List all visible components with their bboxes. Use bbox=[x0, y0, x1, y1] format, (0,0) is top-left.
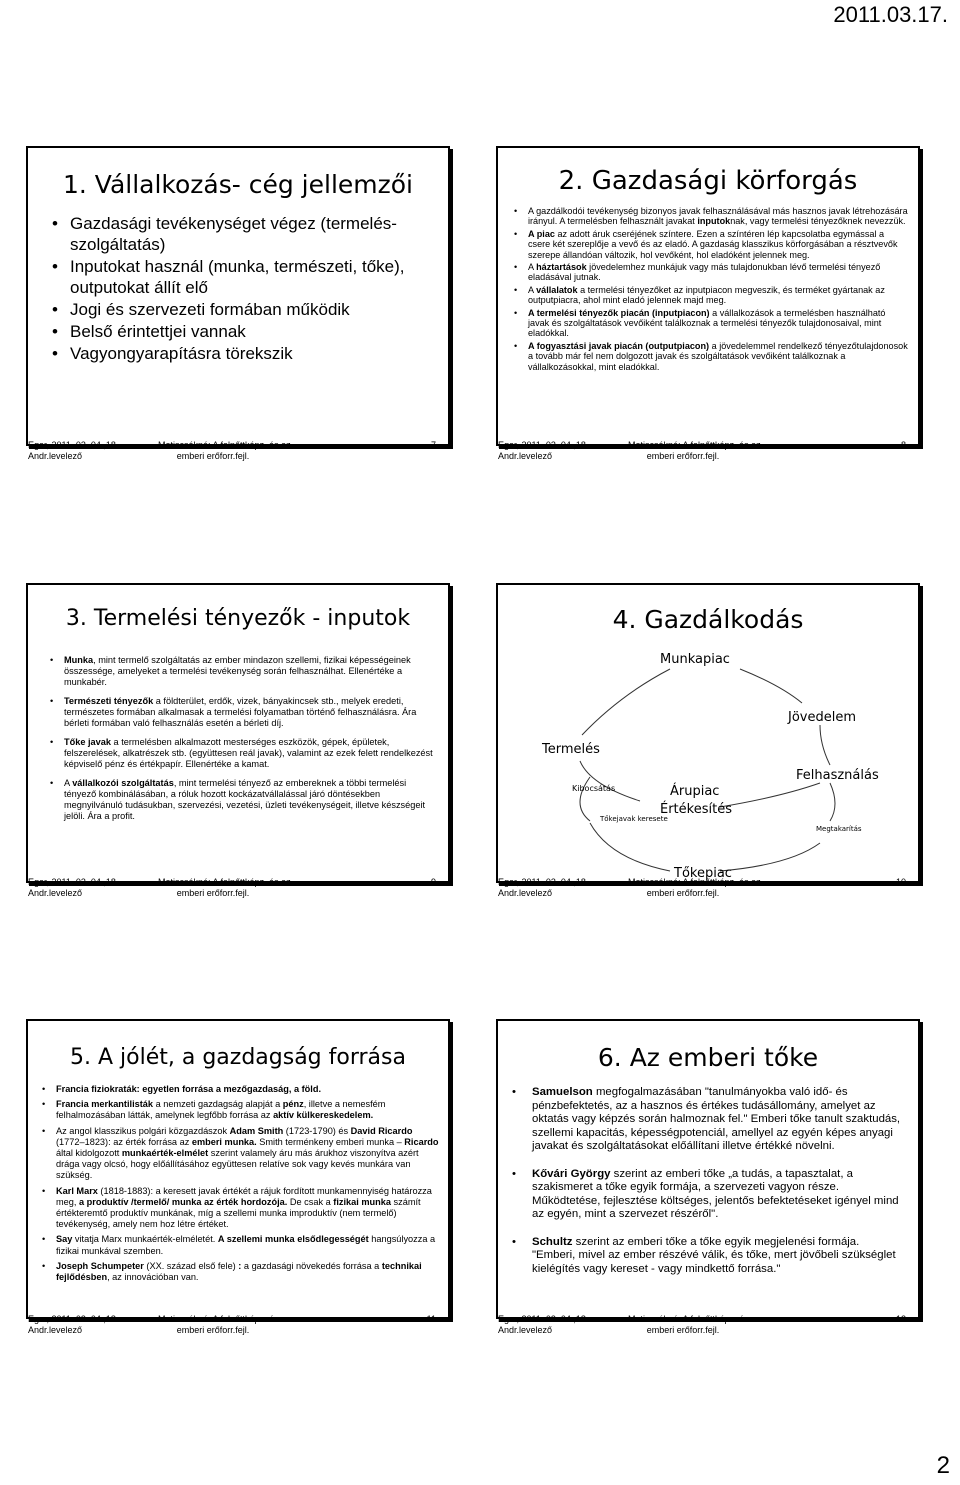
slide-11 bbox=[26, 1019, 450, 1319]
label-jovedelem: Jövedelem bbox=[788, 710, 857, 725]
list-item: • A gazdálkodói tevékenység bizonyos javak felhasználásával más hasznos javak létrehozására irányul. A termelésben felhasznált javakat inputoknak, vagy termelési tényezőknek nevezzük. bbox=[514, 206, 908, 227]
list-item: • Francia merkantilisták a nemzeti gazdagság alapját a pénz, illetve a nemesfém felhalmozásában látták, amelynek legfőbb forrása az aktív külkereskedelem. bbox=[42, 1099, 440, 1121]
list-item: • Say vitatja Marx munkaérték-elméletét. A szellemi munka elsődlegességét hangsúlyozza a fizikai munkával szemben. bbox=[42, 1234, 440, 1256]
list-item: • Joseph Schumpeter (XX. század első fele) : a gazdasági növekedés forrása a technikai fejlődésben, az innovációban van. bbox=[42, 1261, 440, 1283]
footer-course: Andr.levelező bbox=[28, 1325, 83, 1335]
footer-course: Andr.levelező bbox=[28, 888, 83, 898]
footer-author: Matiscsákné: A felnőttképz. és az bbox=[628, 1314, 761, 1324]
footer-topic: emberi erőforr.fejl. bbox=[176, 1325, 250, 1335]
arrow-megtakaritas-tokepiac bbox=[720, 843, 820, 871]
slide-title: 2. Gazdasági körforgás bbox=[558, 166, 858, 196]
list-item: • A háztartások jövedelemhez munkájuk vagy más tulajdonukban lévő termelési tényező eladásával jutnak. bbox=[514, 262, 908, 283]
arrow-tokepiac-tokejavak bbox=[590, 823, 670, 871]
slide-number: 11 bbox=[426, 1314, 436, 1324]
bullet-list bbox=[42, 1084, 440, 1283]
list-item: • Samuelson megfogalmazásában "tanulmányokba való idő- és pénzbefektetés, az a hasznos és értékes tudásállomány, amelyet az oktatás vagy képzés során halmoznak fel." Emberi tőke tanult szaktudás, szellemi kapacitás, képességpotenciál, amellyel az egyén képes anyagi javakat és szolgáltatásokat előállítani illetve értékké növelni. bbox=[512, 1086, 904, 1154]
list-item: • Munka, mint termelő szolgáltatás az ember mindazon szellemi, fizikai képességeinek összessége, amelyeket a termelési tevékenység során felhasználhat. Ellenértéke a munkabér. bbox=[50, 655, 436, 688]
footer-author: Matiscsákné: A felnőttképz. és az bbox=[158, 1314, 291, 1324]
slide-8 bbox=[496, 146, 920, 446]
footer-course: Andr.levelező bbox=[28, 451, 83, 461]
slide-title: 6. Az emberi tőke bbox=[597, 1043, 819, 1072]
list-item: • A vállalkozói szolgáltatás, mint termelési tényező az embereknek a többi termelési tényező kombinálásában, a róluk hozott kockázatvállalással járó döntésekben megnyilvánuló tudásukban, szervezési, vezetési, üzleti tevékenységeit, illetve készségeit jelöli. Ára a profit. bbox=[50, 778, 436, 822]
slide-title: 5. A jólét, a gazdagság forrása bbox=[70, 1045, 406, 1070]
slide-7 bbox=[26, 146, 450, 446]
footer-topic: emberi erőforr.fejl. bbox=[646, 451, 720, 461]
list-item: • A vállalatok a termelési tényezőket az inputpiacon megveszik, és terméket gyártanak az outputpiacra, ahol mint eladó jelennek majd meg. bbox=[514, 285, 908, 306]
label-megtakaritas: Megtakarítás bbox=[816, 825, 862, 833]
footer-date: Eger, 2011. 03. 04.,18. bbox=[28, 877, 119, 887]
slide-number: 9 bbox=[430, 877, 436, 887]
label-tokepiac: Tőkepiac bbox=[674, 866, 732, 881]
slide-number: 12 bbox=[895, 1314, 906, 1324]
list-item: • Az angol klasszikus polgári közgazdászok Adam Smith (1723-1790) és David Ricardo (1772–1823): az érték forrása az emberi munka. Smith terménkeny emberi munka – Ricardo által kidolgozott munkaérték-elmélet szerint valamely áru más árukhoz viszonyítva azért drága vagy olcsó, hogy előállításához együttesen relatíve sok vagy kevés munkára van szükség. bbox=[42, 1126, 440, 1182]
footer-date: Eger, 2011. 03. 04.,18. bbox=[498, 1314, 589, 1324]
label-kibocsatas: Kibocsátás bbox=[572, 784, 616, 793]
list-item: • Természeti tényezők a földterület, erdők, vizek, bányakincsek stb., melyek eredeti, természetes formában alkalmasak a termelési folyamatban történő felhasználásra. Ára bérleti formában való felhasználás esetén a bérleti díj. bbox=[50, 696, 436, 729]
label-ertekesites: Értékesítés bbox=[660, 802, 732, 817]
list-item: • Vagyongyarapításra törekszik bbox=[52, 343, 448, 364]
list-item: • Jogi és szervezeti formában működik bbox=[52, 299, 448, 320]
footer-course: Andr.levelező bbox=[498, 1325, 553, 1335]
arrow-munkapiac-jovedelem bbox=[740, 669, 802, 703]
slide-title: 3. Termelési tényezők - inputok bbox=[65, 606, 411, 631]
arrow-jovedelem-felhasznalas bbox=[820, 725, 830, 765]
slide-12 bbox=[496, 1019, 920, 1319]
economy-cycle-diagram bbox=[520, 645, 900, 881]
list-item: • Schultz szerint az emberi tőke a tőke egyik megjelenési formája. "Emberi, mivel az ember részévé válik, és tőke, mert jövőbeli szükséglet kielégítés vagy kereset - vagy mindkettő forrása." bbox=[512, 1236, 904, 1277]
list-item: • Francia fiziokraták: egyetlen forrása a mezőgazdaság, a föld. bbox=[42, 1084, 440, 1095]
bullet-list bbox=[514, 206, 908, 372]
arrow-felhasznalas-arupiac bbox=[720, 783, 820, 807]
footer-topic: emberi erőforr.fejl. bbox=[646, 1325, 720, 1335]
list-item: • Kővári György szerint az emberi tőke „a tudás, a tapasztalat, a szakismeret a tőke egyik formája, a szervezeti vagyon része. Működtetése, fejlesztése költséges, jelentős befektetéseket igényel mind az egyén, mint a szervezet részéről". bbox=[512, 1168, 904, 1222]
footer-author: Matiscsákné: A felnőttképz. és az bbox=[628, 440, 761, 450]
arrow-munkapiac-termeles bbox=[582, 669, 670, 735]
bullet-list bbox=[52, 213, 448, 364]
footer-author: Matiscsákné: A felnőttképz. és az bbox=[628, 877, 761, 887]
footer-topic: emberi erőforr.fejl. bbox=[646, 888, 720, 898]
slide-10 bbox=[496, 583, 920, 883]
list-item: • A fogyasztási javak piacán (outputpiacon) a jövedelemmel rendelkező tényezőtulajdonosok a tovább már fel nem dolgozott javak és szolgáltatások vevőiként találkoznak a vállalkozásokkal, mint eladókkal. bbox=[514, 341, 908, 372]
footer-author: Matiscsákné: A felnőttképz. és az bbox=[158, 440, 291, 450]
slide-number: 10 bbox=[895, 877, 906, 887]
footer-author: Matiscsákné: A felnőttképz. és az bbox=[158, 877, 291, 887]
label-munkapiac: Munkapiac bbox=[660, 652, 730, 667]
list-item: • Karl Marx (1818-1883): a keresett javak értékét a rájuk fordított munkamennyiség határozza meg, a produktív /termelő/ munka az érték hordozója. De csak a fizikai munka számít értékteremtő produktív munkának, míg a szellemi munka improduktív (nem termelő) tevékenység, amely nem hoz létre értéket. bbox=[42, 1186, 440, 1231]
list-item: • Belső érintettjei vannak bbox=[52, 321, 448, 342]
list-item: • Tőke javak a termelésben alkalmazott mesterséges eszközök, gépek, épületek, felszerelések, alkatrészek stb. (együttesen reál javak), valamint az ezek felett rendelkezést képviselő pénz és értékpapír. Ellenértéke a kamat. bbox=[50, 737, 436, 770]
label-tokejavak: Tőkejavak keresete bbox=[600, 815, 668, 823]
label-arupiac: Árupiac bbox=[670, 784, 720, 799]
slide-number: 7 bbox=[430, 440, 436, 450]
list-item: • Gazdasági tevékenységet végez (termelés- szolgáltatás) bbox=[52, 213, 448, 255]
footer-topic: emberi erőforr.fejl. bbox=[176, 451, 250, 461]
slide-number: 8 bbox=[900, 440, 906, 450]
arrow-felhasznalas-megtakaritas bbox=[830, 783, 835, 821]
footer-date: Eger, 2011. 03. 04.,18. bbox=[28, 1314, 119, 1324]
footer-topic: emberi erőforr.fejl. bbox=[176, 888, 250, 898]
bullet-list bbox=[512, 1086, 904, 1276]
label-felhasznalas: Felhasználás bbox=[796, 768, 879, 783]
slide-title: 1. Vállalkozás- cég jellemzői bbox=[62, 170, 413, 199]
list-item: • A termelési tényezők piacán (inputpiacon) a vállalkozások a termelésben használható javak és szolgáltatások vevőiként találkoznak a termelési tényezők tulajdonosaival, mint eladókkal. bbox=[514, 308, 908, 339]
slide-title: 4. Gazdálkodás bbox=[612, 605, 804, 634]
page-number: 2 bbox=[936, 1452, 950, 1479]
arrow-termeles-arupiac bbox=[580, 761, 640, 801]
footer-course: Andr.levelező bbox=[498, 888, 553, 898]
slide-9 bbox=[26, 583, 450, 883]
label-termeles: Termelés bbox=[542, 742, 600, 757]
bullet-list bbox=[50, 655, 436, 822]
footer-date: Eger, 2011. 03. 04.,18. bbox=[28, 440, 119, 450]
footer-date: Eger, 2011. 03. 04.,18. bbox=[498, 440, 589, 450]
list-item: • Inputokat használ (munka, természeti, tőke), outputokat állít elő bbox=[52, 256, 448, 298]
header-date: 2011.03.17. bbox=[833, 2, 948, 27]
footer-date: Eger, 2011. 03. 04.,18. bbox=[498, 877, 589, 887]
footer-course: Andr.levelező bbox=[498, 451, 553, 461]
list-item: • A piac az adott áruk cseréjének színtere. Ezen a színtéren lép kapcsolatba egymással a csere két szereplője a vevő és az eladó. A gazdaság klasszikus körforgásában a résztvevők szerepe állandóan változik, hol vevőként, hol eladóként jelennek meg. bbox=[514, 229, 908, 260]
